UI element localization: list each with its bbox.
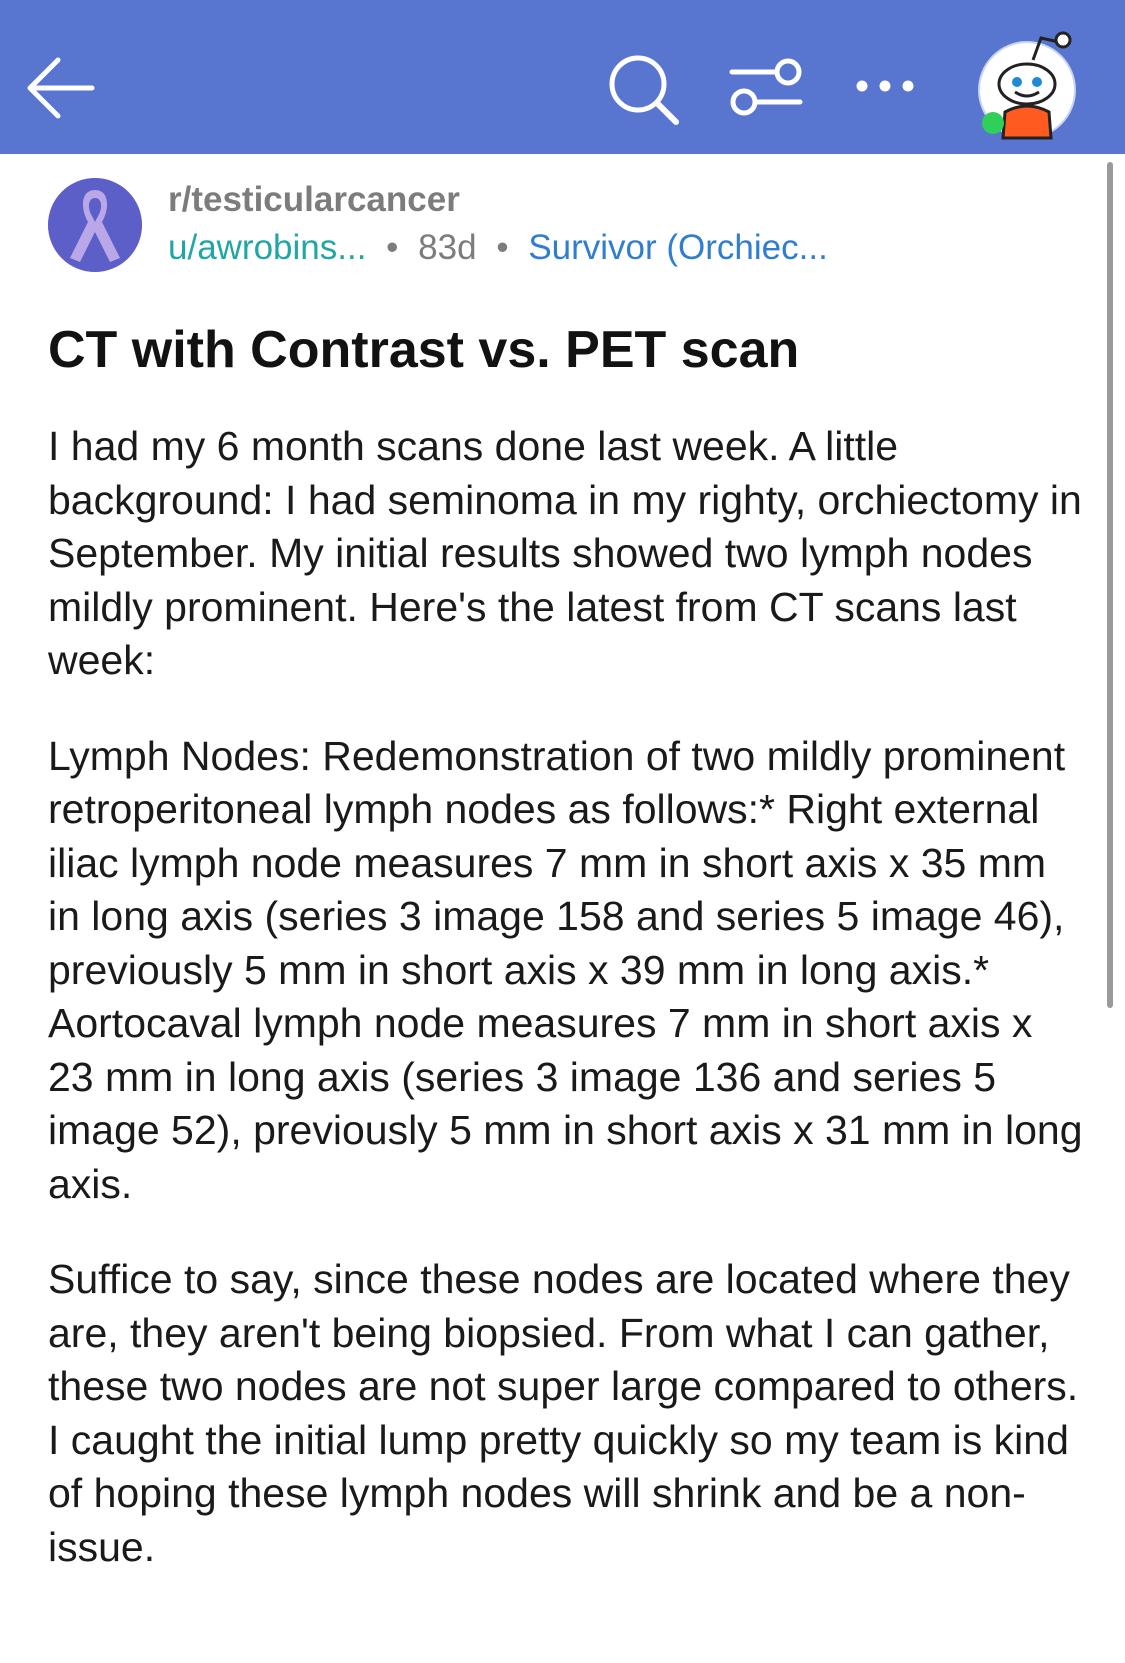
post-meta: [168, 228, 828, 268]
meta-separator: •: [496, 228, 509, 267]
snoo-avatar-icon: [975, 20, 1085, 140]
more-icon: [852, 66, 918, 106]
awareness-ribbon-icon: [48, 178, 142, 272]
author-username[interactable]: u/awrobins...: [168, 228, 367, 267]
subreddit-name[interactable]: r/testicularcancer: [168, 180, 460, 219]
meta-separator: •: [386, 228, 399, 267]
search-button[interactable]: [604, 50, 684, 130]
post-age: 83d: [418, 228, 477, 267]
subreddit-icon[interactable]: [48, 178, 142, 272]
user-flair: Survivor (Orchiec...: [528, 228, 828, 267]
back-button[interactable]: [22, 50, 98, 126]
post-header: [48, 176, 1088, 276]
post-paragraph: Suffice to say, since these nodes are located where they are, they aren't being biopsied. From what I can gather, these two nodes are not super large compared to others. I caught the initial lump pretty quickly so my team is kind of hoping these lymph nodes will shrink and be a non-issue.: [48, 1256, 1079, 1570]
post-paragraph: Lymph Nodes: Redemonstration of two mildly prominent retroperitoneal lymph nodes as follows:* Right external iliac lymph node measures 7 mm in short axis x 35 mm in long axis (series 3 image 158 and series 5 image 46), previously 5 mm in short axis x 39 mm in long axis.* Aortocaval lymph node measures 7 mm in short axis x 23 mm in long axis (series 3 image 136 and series 5 image 52), previously 5 mm in short axis x 31 mm in long axis.: [48, 732, 1083, 1207]
post-body: [48, 420, 1088, 1616]
filter-icon: [726, 54, 806, 124]
user-avatar[interactable]: [975, 20, 1085, 140]
search-icon: [604, 50, 684, 130]
scrollbar[interactable]: [1107, 162, 1113, 1008]
filter-button[interactable]: [726, 54, 806, 124]
top-app-bar: [0, 0, 1125, 154]
post-paragraph: I had my 6 month scans done last week. A little background: I had seminoma in my righty, orchiectomy in September. My initial results showed two lymph nodes mildly prominent. Here's the latest from CT scans last week:: [48, 423, 1082, 683]
more-options-button[interactable]: [852, 66, 918, 106]
post-title: CT with Contrast vs. PET scan: [48, 321, 800, 379]
back-arrow-icon: [22, 50, 98, 126]
